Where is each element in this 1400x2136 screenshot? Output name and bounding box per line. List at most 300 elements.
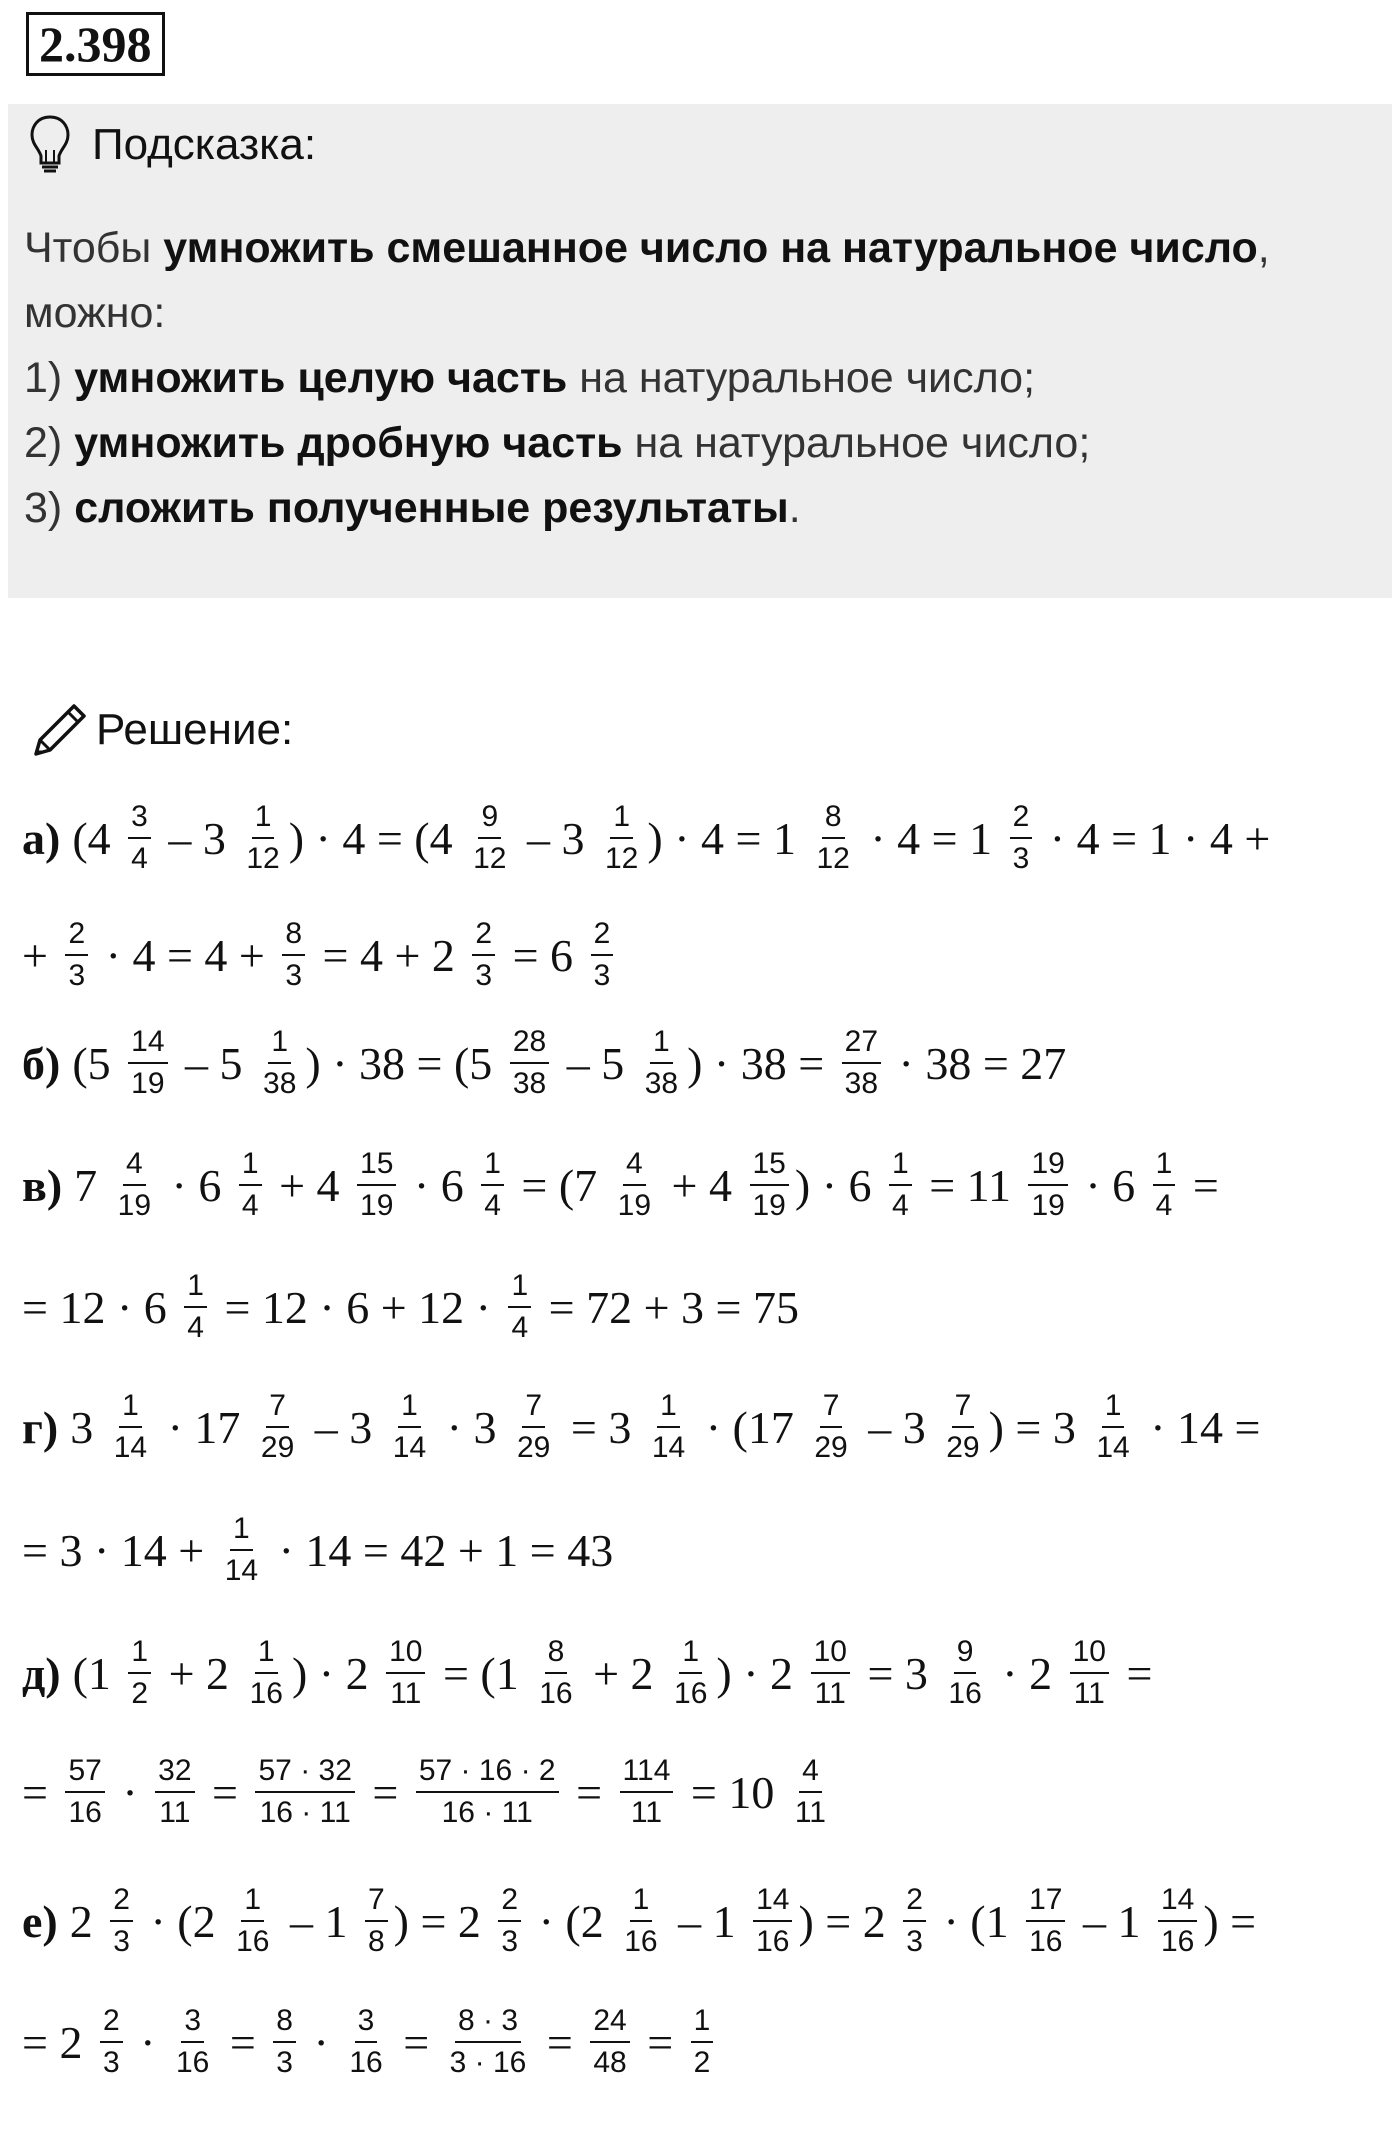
fraction [602,800,641,876]
numerator: 8 · 3 [455,2004,521,2043]
denominator: 3 [113,1925,130,1958]
fraction [649,1389,688,1465]
denominator: 4 [1155,1189,1173,1222]
denominator: 12 [246,842,280,875]
denominator: 12 [473,842,507,875]
fraction [115,1147,154,1223]
math-text: – 3 [156,812,238,864]
math-text: + 2 [581,1647,666,1699]
fraction [128,1025,167,1101]
fraction [184,1269,207,1345]
math-text: – 5 [555,1037,636,1089]
hint-text: 3) [24,484,75,532]
math-text: = [218,2016,268,2068]
fraction [260,1025,299,1101]
math-text: = 2 [22,2016,94,2068]
denominator: 3 [102,2046,120,2079]
denominator: 19 [752,1189,786,1222]
fraction [750,1147,789,1223]
hint-bold-text: умножить дробную часть [74,419,623,467]
hint-body [24,216,1384,541]
math-text: = [1181,1159,1219,1211]
math-text: – 1 [666,1895,748,1947]
fraction [813,800,852,876]
math-text: · (17 [694,1401,806,1453]
numerator: 14 [753,1883,792,1922]
fraction [536,1635,575,1711]
denominator: 16 [68,1796,102,1829]
numerator: 7 [952,1389,975,1428]
numerator: 10 [1070,1635,1109,1674]
math-text: ) · 2 [716,1647,805,1699]
denominator: 11 [630,1796,663,1829]
denominator: 4 [241,1189,259,1222]
math-text: = 12 · 6 + 12 · [212,1281,503,1333]
math-text: · 4 = 1 · 4 + [1038,812,1271,864]
math-text: = [535,2016,585,2068]
numerator: 7 [266,1389,289,1428]
math-text: = 6 [501,929,585,981]
pencil-icon [28,698,92,762]
numerator: 57 · 32 [255,1754,354,1793]
fraction [514,1389,553,1465]
numerator: 1 [650,1025,673,1064]
numerator: 24 [590,2004,629,2043]
solution-line [22,1754,835,1830]
numerator: 3 [181,2004,204,2043]
numerator: 1 [119,1389,142,1428]
hint-text: 1) [24,354,75,402]
hint-title: Подсказка: [92,120,317,169]
fraction [65,1754,104,1830]
denominator: 29 [517,1431,551,1464]
math-text: ) = [1203,1895,1257,1947]
denominator: 2 [693,2046,711,2079]
math-text: = [1114,1647,1153,1699]
math-text: = [391,2016,441,2068]
solution-title: Решение: [96,705,294,754]
denominator: 19 [117,1189,152,1222]
math-text: = [564,1766,614,1818]
denominator: 19 [131,1067,165,1100]
math-text: · 6 [1073,1159,1147,1211]
denominator: 29 [814,1431,848,1464]
math-text: = (7 [509,1159,609,1211]
math-text: + 4 [660,1159,744,1211]
denominator: 11 [794,1796,826,1829]
math-text: – 1 [278,1895,359,1947]
numerator: 14 [128,1025,167,1064]
fraction [365,1883,388,1959]
math-text: · 38 = 27 [887,1037,1067,1089]
hint-bold-text: умножить смешанное число на натуральное число [163,224,1258,272]
hint-text: 2) [24,419,75,467]
solution-line [22,1025,1066,1101]
numerator: 2 [1010,800,1033,839]
denominator: 16 · 11 [441,1796,533,1829]
hint-text: , [1257,224,1270,272]
numerator: 7 [365,1883,388,1922]
solution-line [22,917,619,993]
fraction [233,1883,272,1959]
fraction [247,1635,286,1711]
math-text: = 72 + 3 = 75 [537,1281,799,1333]
numerator: 15 [357,1147,396,1186]
fraction [128,800,151,876]
numerator: 9 [954,1635,977,1674]
denominator: 4 [892,1189,909,1222]
numerator: 1 [398,1389,421,1428]
denominator: 16 [1029,1925,1063,1958]
fraction [642,1025,681,1101]
denominator: 14 [113,1431,148,1464]
denominator: 19 [360,1189,394,1222]
fraction [1028,1147,1067,1223]
solution-line [22,2004,719,2080]
denominator: 3 [276,2046,293,2079]
fraction [903,1883,926,1959]
hint-bold-text: умножить целую часть [74,354,568,402]
numerator: 4 [623,1147,646,1186]
math-text: = 3 [855,1647,940,1699]
fraction [792,1754,829,1830]
math-text: = 10 [679,1766,786,1818]
fraction [691,2004,714,2080]
item-label: б) [22,1037,61,1089]
numerator: 1 [128,1635,151,1674]
fraction [100,2004,123,2080]
fraction [945,1635,984,1711]
item-label: г) [22,1401,59,1453]
numerator: 10 [811,1635,850,1674]
denominator: 48 [593,2046,627,2079]
numerator: 1 [691,2004,714,2043]
denominator: 3 [285,959,303,992]
numerator: 1 [610,800,633,839]
fraction [1010,800,1033,876]
denominator: 38 [512,1067,547,1100]
numerator: 1 [239,1147,262,1186]
numerator: 2 [498,1883,521,1922]
item-label: а) [22,812,61,864]
fraction [470,800,509,876]
numerator: 1 [230,1512,253,1551]
denominator: 38 [644,1067,679,1100]
numerator: 1 [481,1147,504,1186]
math-text: = (1 [431,1647,531,1699]
hint-line [24,216,1384,281]
denominator: 14 [1096,1431,1130,1464]
hint-line [24,281,1384,346]
math-text: – 1 [1071,1895,1152,1947]
numerator: 32 [155,1754,194,1793]
numerator: 57 [65,1754,104,1793]
denominator: 19 [1031,1189,1065,1222]
hint-line [24,346,1384,411]
denominator: 16 · 11 [259,1796,351,1829]
denominator: 4 [187,1311,204,1344]
denominator: 16 [175,2046,210,2079]
numerator: 3 [355,2004,378,2043]
math-text: · (2 [138,1895,228,1947]
denominator: 16 [236,1925,270,1958]
fraction [1153,1147,1176,1223]
fraction [498,1883,521,1959]
numerator: 15 [750,1147,789,1186]
solution-line [22,1389,1261,1465]
numerator: 4 [123,1147,146,1186]
denominator: 38 [263,1067,297,1100]
hint-text: на натуральное число; [567,354,1036,402]
math-text: – 3 [303,1401,384,1453]
math-text: ) = 2 [393,1895,493,1947]
numerator: 7 [820,1389,843,1428]
fraction [416,1754,559,1830]
denominator: 16 [624,1925,658,1958]
denominator: 3 [593,959,611,992]
math-text: = [360,1766,410,1818]
denominator: 16 [249,1677,283,1710]
numerator: 1 [657,1389,680,1428]
math-text: (1 [72,1647,123,1699]
numerator: 8 [545,1635,568,1674]
denominator: 11 [814,1677,846,1710]
fraction [243,800,282,876]
denominator: 4 [131,842,148,875]
numerator: 14 [1158,1883,1197,1922]
fraction [508,1269,531,1345]
math-text: ) = 2 [798,1895,898,1947]
fraction [155,1754,194,1830]
math-text: ) · 4 = 1 [647,812,808,864]
denominator: 16 [349,2046,383,2079]
item-label: д) [22,1647,61,1699]
numerator: 1 [255,1635,278,1674]
numerator: 1 [508,1269,531,1308]
solution-line [22,1269,799,1345]
fraction [1070,1635,1109,1711]
math-text: · 14 = 42 + 1 = 43 [267,1524,614,1576]
fraction [65,917,88,993]
math-text: · (1 [931,1895,1021,1947]
numerator: 2 [903,1883,926,1922]
numerator: 9 [478,800,501,839]
fraction [889,1147,912,1223]
math-text: = [22,1766,60,1818]
problem-number: 2.398 [26,12,165,76]
numerator: 2 [472,917,495,956]
math-text: ) · 38 = [687,1037,836,1089]
fraction [357,1147,396,1223]
denominator: 3 [475,959,493,992]
numerator: 1 [889,1147,912,1186]
denominator: 14 [224,1554,259,1587]
math-text: 7 [74,1159,109,1211]
fraction [811,1389,850,1465]
denominator: 12 [816,842,850,875]
denominator: 16 [756,1925,790,1958]
numerator: 17 [1026,1883,1065,1922]
denominator: 3 · 16 [449,2046,527,2079]
hint-text: на натуральное число; [622,419,1091,467]
numerator: 2 [100,2004,123,2043]
solution-line [22,1883,1256,1959]
fraction [128,1635,151,1711]
denominator: 11 [1073,1677,1105,1710]
fraction [447,2004,530,2080]
math-text: ) · 4 = (4 [288,812,465,864]
fraction [386,1635,425,1711]
fraction [590,2004,629,2080]
numerator: 7 [522,1389,545,1428]
fraction [510,1025,549,1101]
math-text: · [301,2016,341,2068]
solution-line [22,1512,613,1588]
math-text: · 4 = 4 + [94,929,277,981]
solution-line [22,800,1270,876]
hint-line [24,411,1384,476]
math-text: – 5 [173,1037,255,1089]
math-text: · 4 = 1 [858,812,1004,864]
hint-text: . [788,484,801,532]
numerator: 57 · 16 · 2 [416,1754,559,1793]
math-text: · 6 [160,1159,233,1211]
math-text: (5 [72,1037,123,1089]
denominator: 16 [539,1677,573,1710]
denominator: 4 [484,1189,501,1222]
math-text: · 17 [156,1401,252,1453]
numerator: 1 [1153,1147,1176,1186]
fraction [173,2004,212,2080]
fraction [481,1147,504,1223]
math-text: = 12 · 6 [22,1281,179,1333]
denominator: 38 [844,1067,879,1100]
fraction [671,1635,710,1711]
fraction [255,1754,354,1830]
denominator: 16 [948,1677,982,1710]
denominator: 14 [392,1431,427,1464]
fraction [811,1635,850,1711]
numerator: 2 [65,917,88,956]
numerator: 28 [510,1025,549,1064]
numerator: 2 [591,917,614,956]
numerator: 1 [252,800,275,839]
fraction [615,1147,654,1223]
math-text: = 3 [559,1401,643,1453]
math-text: 3 [70,1401,105,1453]
numerator: 1 [241,1883,264,1922]
fraction [620,1754,674,1830]
numerator: 27 [842,1025,881,1064]
fraction [273,2004,296,2080]
fraction [472,917,495,993]
numerator: 4 [799,1754,822,1793]
math-text: – 3 [856,1401,938,1453]
denominator: 3 [906,1925,923,1958]
denominator: 3 [501,1925,519,1958]
math-text: = [635,2016,685,2068]
math-text: = [200,1766,250,1818]
math-text: · [110,1766,150,1818]
hint-bold-text: сложить полученные результаты [74,484,789,532]
fraction [258,1389,297,1465]
numerator: 3 [128,800,151,839]
denominator: 16 [1160,1925,1195,1958]
math-text: + 2 [157,1647,241,1699]
item-label: в) [22,1159,63,1211]
math-text: · 3 [435,1401,508,1453]
numerator: 19 [1028,1147,1067,1186]
numerator: 10 [386,1635,425,1674]
fraction [591,917,614,993]
numerator: 8 [273,2004,296,2043]
math-text: · 14 = [1138,1401,1261,1453]
numerator: 2 [110,1883,133,1922]
numerator: 8 [822,800,845,839]
fraction [282,917,305,993]
hint-text: Чтобы [24,224,164,272]
lightbulb-icon [28,114,72,176]
denominator: 4 [511,1311,529,1344]
hint-text: можно: [24,289,166,337]
math-text: ) · 38 = (5 [305,1037,504,1089]
fraction [110,1883,133,1959]
fraction [943,1389,982,1465]
numerator: 1 [630,1883,653,1922]
numerator: 8 [282,917,305,956]
denominator: 29 [260,1431,295,1464]
fraction [222,1512,261,1588]
numerator: 1 [679,1635,702,1674]
math-text: – 3 [515,812,596,864]
math-text: 2 [69,1895,105,1947]
denominator: 11 [159,1796,191,1829]
fraction [111,1389,150,1465]
denominator: 16 [674,1677,708,1710]
solution-line [22,1635,1152,1711]
solution-line [22,1147,1219,1223]
math-text: · (2 [527,1895,616,1947]
fraction [1026,1883,1065,1959]
math-text: · 2 [990,1647,1064,1699]
math-text: · [128,2016,167,2068]
denominator: 14 [651,1431,686,1464]
math-text: + 4 [267,1159,352,1211]
numerator: 1 [268,1025,291,1064]
math-text: ) · 6 [794,1159,884,1211]
fraction [346,2004,385,2080]
math-text: = 4 + 2 [311,929,467,981]
fraction [621,1883,660,1959]
math-text: ) · 2 [291,1647,381,1699]
denominator: 29 [946,1431,980,1464]
denominator: 3 [1012,842,1030,875]
hint-line [24,476,1384,541]
math-text: ) = 3 [988,1401,1088,1453]
math-text: = 11 [917,1159,1023,1211]
denominator: 11 [390,1677,422,1710]
math-text: = 3 · 14 + [22,1524,216,1576]
denominator: 3 [68,959,86,992]
item-label: е) [22,1895,58,1947]
fraction [239,1147,262,1223]
denominator: 12 [605,842,639,875]
denominator: 2 [131,1677,149,1710]
denominator: 8 [367,1925,385,1958]
math-text: · 6 [402,1159,476,1211]
fraction [390,1389,429,1465]
fraction [1093,1389,1132,1465]
